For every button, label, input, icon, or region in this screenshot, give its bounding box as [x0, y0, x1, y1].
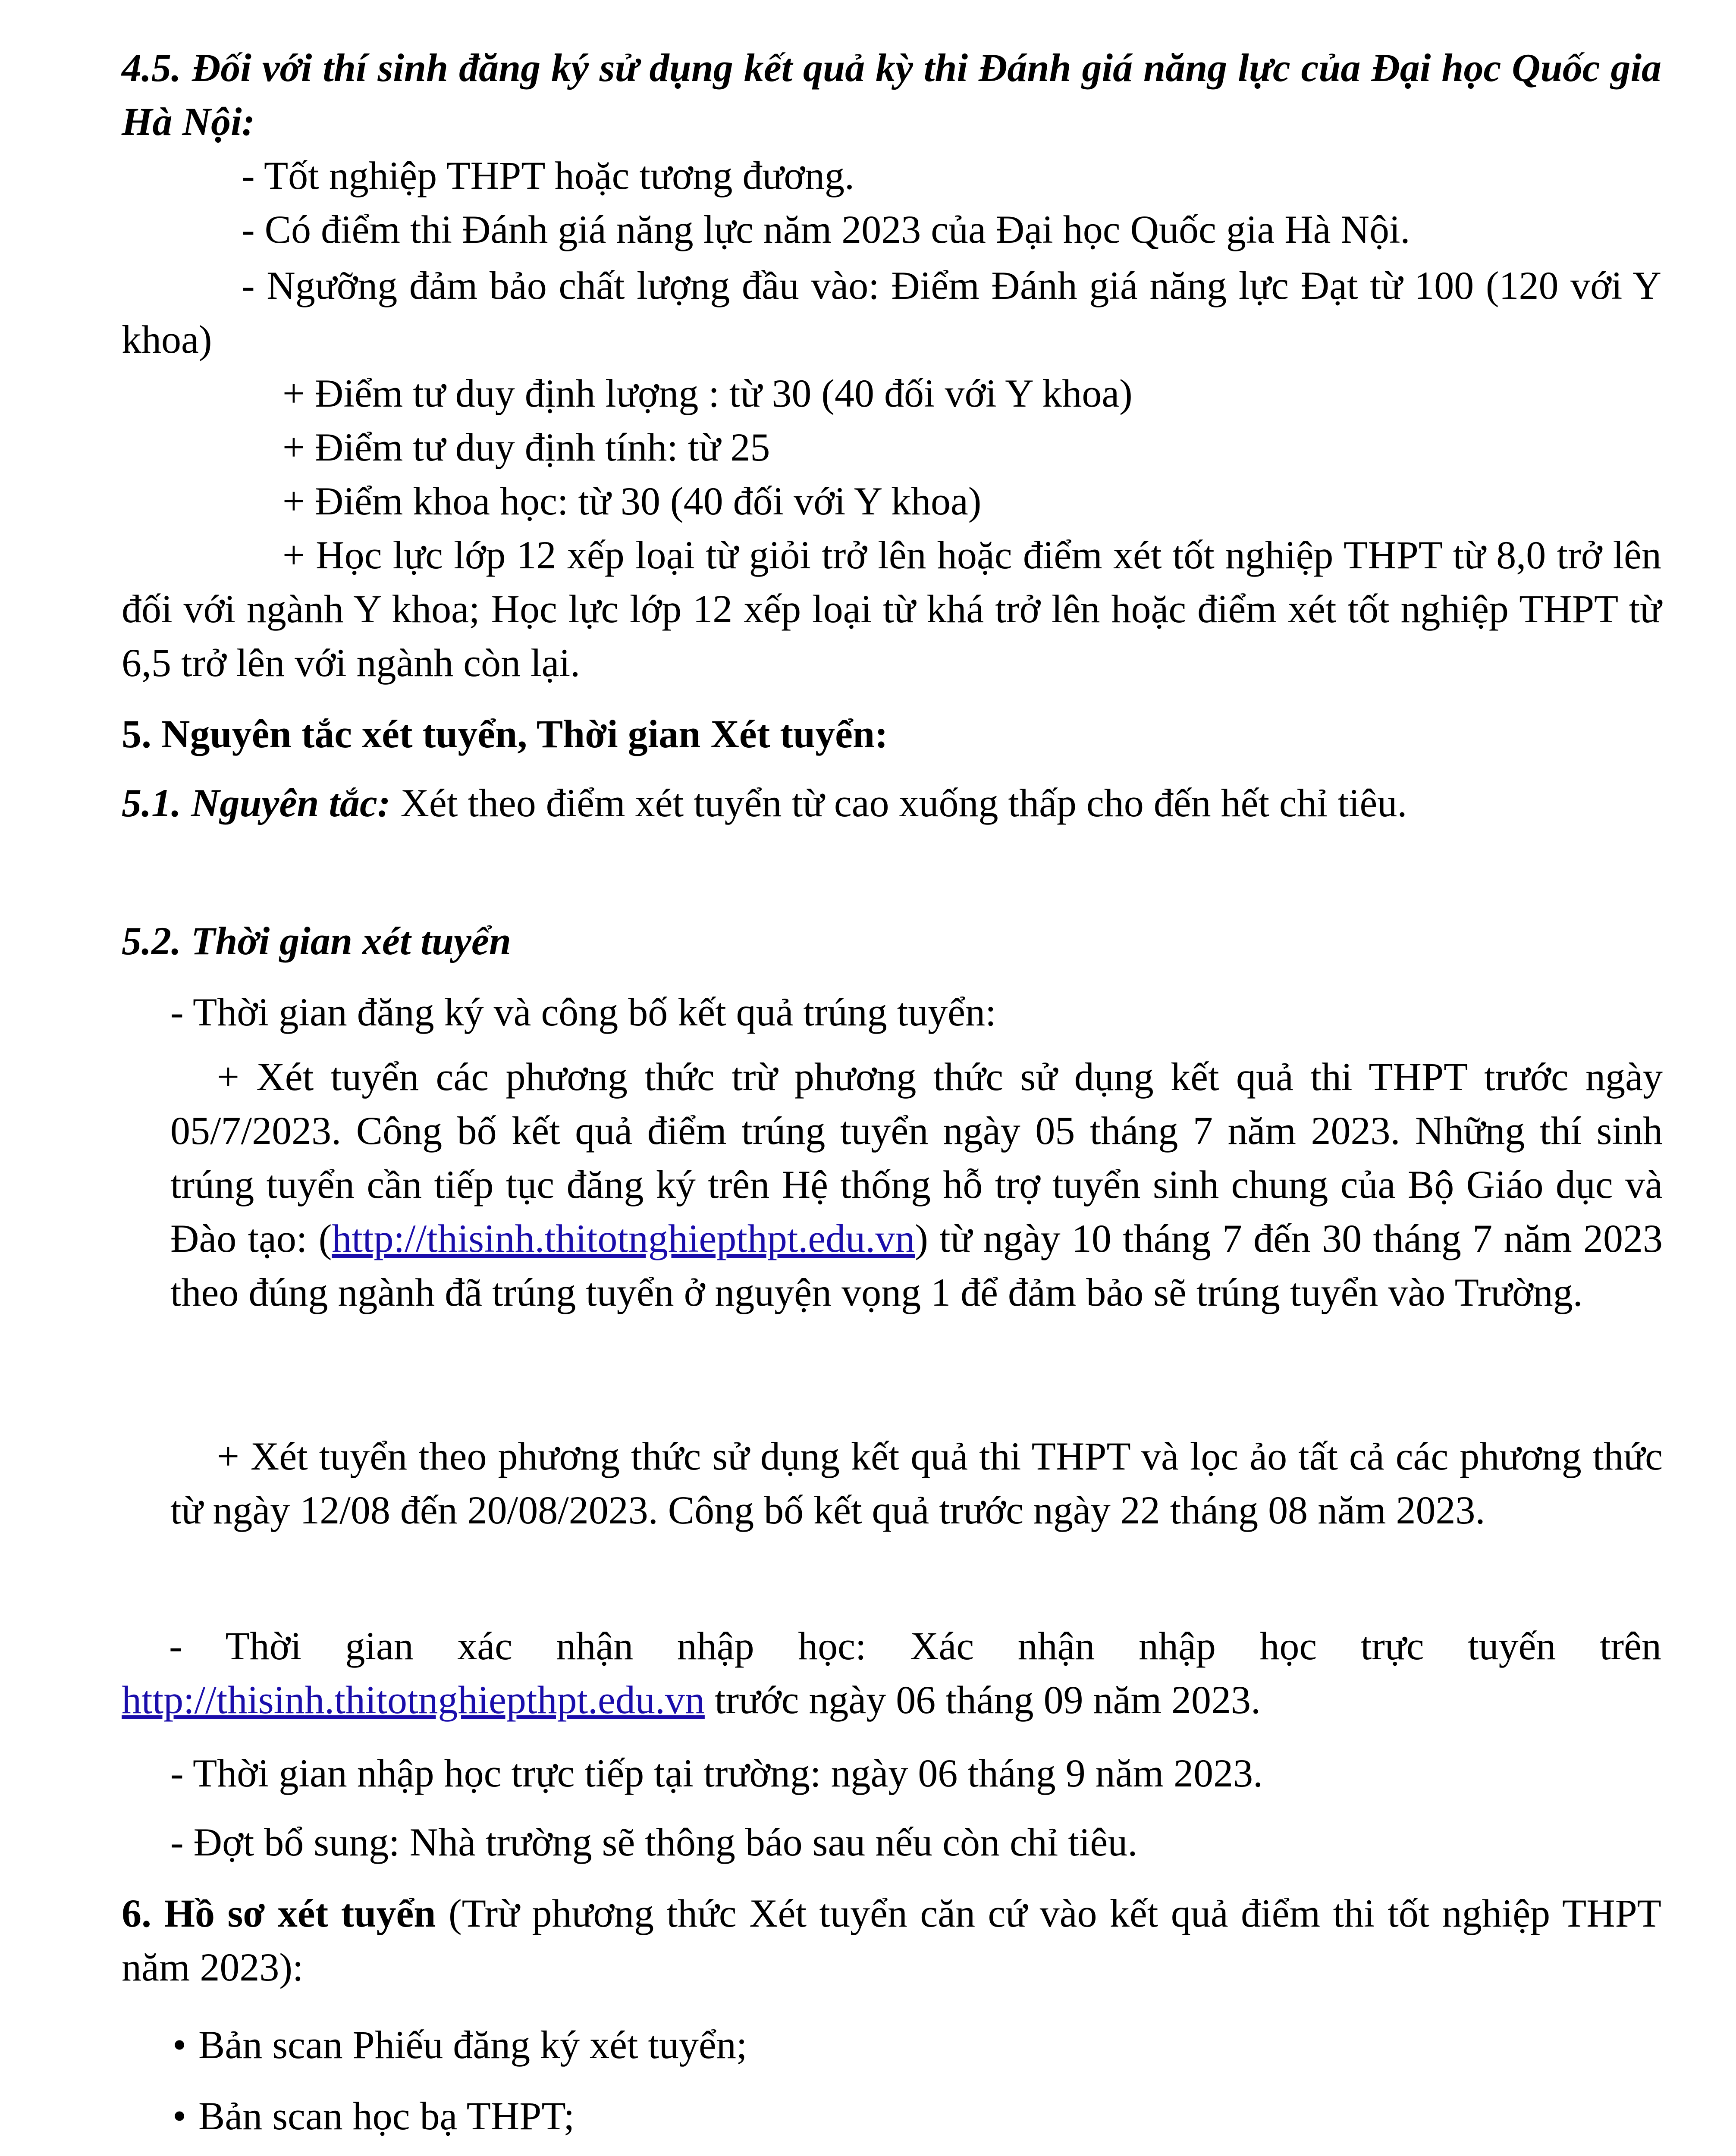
- bullet-icon: •: [173, 2094, 187, 2138]
- section-6-heading-bold: 6. Hồ sơ xét tuyển: [122, 1891, 436, 1935]
- registration-paragraph-1: [170, 1050, 1663, 1319]
- dossier-item: • Bản scan Phiếu đăng ký xét tuyển;: [173, 2018, 1661, 2072]
- req-graduation: - Tốt nghiệp THPT hoặc tương đương.: [242, 154, 855, 197]
- supplementary-round: - Đợt bổ sung: Nhà trường sẽ thông báo sau nếu còn chỉ tiêu.: [170, 1820, 1138, 1864]
- registration-text-1b: ) từ ngày 10 tháng 7 đến 30 tháng 7 năm 2023 theo đúng ngành đã trúng tuyển ở nguyện vọng 1 để đảm bảo sẽ trúng tuyển vào Trường.: [170, 1216, 1663, 1314]
- req-threshold: - Ngưỡng đảm bảo chất lượng đầu vào: Điểm Đánh giá năng lực Đạt từ 100 (120 với Y khoa): [122, 263, 1661, 361]
- req-quantitative: + Điểm tư duy định lượng : từ 30 (40 đối với Y khoa): [283, 371, 1133, 415]
- section-4-5-heading: 4.5. Đối với thí sinh đăng ký sử dụng kết quả kỳ thi Đánh giá năng lực của Đại học Quốc gia Hà Nội:: [122, 46, 1661, 144]
- section-5-heading: 5. Nguyên tắc xét tuyển, Thời gian Xét tuyển:: [122, 712, 888, 756]
- confirm-time-line-2: [122, 1673, 1661, 1727]
- registration-time-title: - Thời gian đăng ký và công bố kết quả trúng tuyển:: [170, 990, 996, 1034]
- section-5-1-paragraph: [122, 776, 1661, 830]
- req-qualitative: + Điểm tư duy định tính: từ 25: [283, 425, 770, 469]
- req-science: + Điểm khoa học: từ 30 (40 đối với Y khoa): [283, 479, 982, 523]
- registration-text-1a: + Xét tuyển các phương thức trừ phương thức sử dụng kết quả thi THPT trước ngày 05/7/2023. Công bố kết quả điểm trúng tuyển ngày 05 tháng 7 năm 2023. Những thí sinh trúng tuyển cần tiếp tục đăng ký trên Hệ thống hỗ trợ tuyển sinh chung của Bộ Giáo dục và Đào tạo: (: [170, 1055, 1663, 1260]
- req-academic: + Học lực lớp 12 xếp loại từ giỏi trở lên hoặc điểm xét tốt nghiệp THPT từ 8,0 trở lên đối với ngành Y khoa; Học lực lớp 12 xếp loại từ khá trở lên hoặc điểm xét tốt nghiệp THPT từ 6,5 trở lên với ngành còn lại.: [122, 533, 1661, 685]
- bullet-icon: •: [173, 2023, 187, 2067]
- direct-enrollment-time: - Thời gian nhập học trực tiếp tại trường: ngày 06 tháng 9 năm 2023.: [170, 1751, 1263, 1795]
- section-5-2-heading: 5.2. Thời gian xét tuyển: [122, 919, 511, 963]
- confirm-time-text: trước ngày 06 tháng 09 năm 2023.: [704, 1678, 1261, 1722]
- dossier-item: • Bản scan học bạ THPT;: [173, 2089, 1661, 2143]
- section-6-heading-rest: (Trừ phương thức Xét tuyển căn cứ vào kết quả điểm thi tốt nghiệp THPT năm 2023):: [122, 1891, 1661, 1989]
- registration-paragraph-2: + Xét tuyển theo phương thức sử dụng kết quả thi THPT và lọc ảo tất cả các phương thức từ ngày 12/08 đến 20/08/2023. Công bố kết quả trước ngày 22 tháng 08 năm 2023.: [170, 1434, 1663, 1532]
- req-exam-score: - Có điểm thi Đánh giá năng lực năm 2023 của Đại học Quốc gia Hà Nội.: [242, 207, 1410, 251]
- confirm-link[interactable]: http://thisinh.thitotnghiepthpt.edu.vn: [122, 1678, 705, 1722]
- registration-link[interactable]: http://thisinh.thitotnghiepthpt.edu.vn: [332, 1216, 915, 1260]
- section-5-1-label: 5.1. Nguyên tắc:: [122, 781, 391, 825]
- section-6-heading: [122, 1887, 1661, 1994]
- section-5-1-text: Xét theo điểm xét tuyển từ cao xuống thấp cho đến hết chỉ tiêu.: [390, 781, 1407, 825]
- confirm-time-line: - Thời gian xác nhận nhập học: Xác nhận nhập học trực tuyến trên: [169, 1624, 1661, 1668]
